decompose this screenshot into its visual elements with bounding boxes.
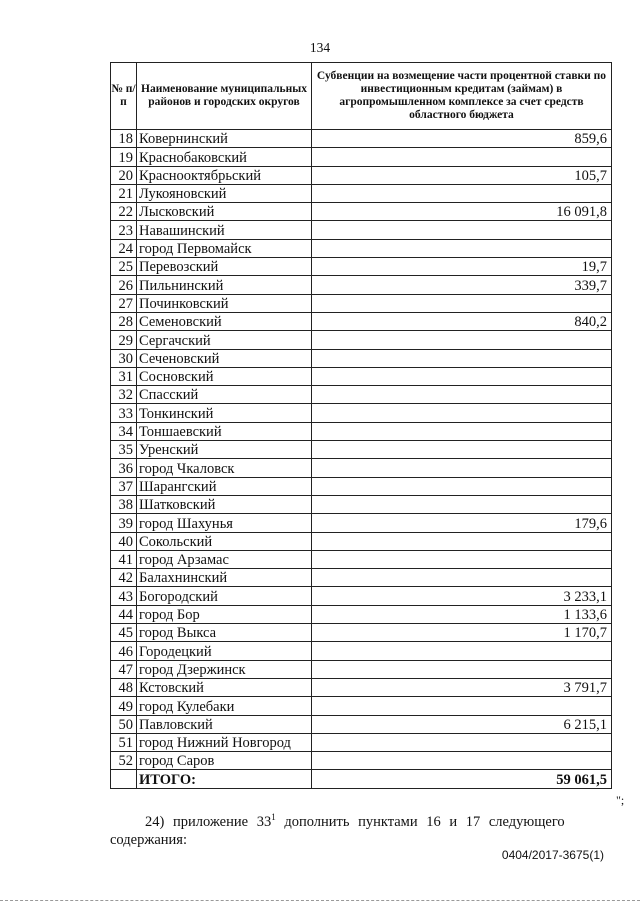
row-number: 32 [111, 386, 137, 404]
table-body [111, 130, 612, 789]
total-row [111, 770, 612, 788]
table-row [111, 624, 612, 642]
table-row [111, 459, 612, 477]
total-label: ИТОГО: [137, 770, 312, 788]
table-row [111, 166, 612, 184]
row-value [312, 532, 612, 550]
row-number: 46 [111, 642, 137, 660]
row-value: 105,7 [312, 166, 612, 184]
table-row [111, 605, 612, 623]
row-municipality: город Арзамас [137, 550, 312, 568]
row-municipality: город Саров [137, 752, 312, 770]
table-row [111, 422, 612, 440]
row-value [312, 752, 612, 770]
row-municipality: Балахнинский [137, 569, 312, 587]
row-number: 45 [111, 624, 137, 642]
table-row [111, 441, 612, 459]
row-number: 35 [111, 441, 137, 459]
table-row [111, 587, 612, 605]
row-municipality: Краснобаковский [137, 148, 312, 166]
table-row [111, 148, 612, 166]
table-row [111, 294, 612, 312]
row-municipality: город Выкса [137, 624, 312, 642]
table-row [111, 312, 612, 330]
row-number: 18 [111, 130, 137, 148]
row-number: 20 [111, 166, 137, 184]
footer-divider [0, 900, 640, 901]
row-number: 39 [111, 514, 137, 532]
table-row [111, 532, 612, 550]
row-municipality: Сокольский [137, 532, 312, 550]
table-row [111, 678, 612, 696]
row-number: 42 [111, 569, 137, 587]
row-value: 859,6 [312, 130, 612, 148]
row-number: 36 [111, 459, 137, 477]
row-municipality: Перевозский [137, 258, 312, 276]
row-municipality: город Первомайск [137, 239, 312, 257]
row-value [312, 569, 612, 587]
table-row [111, 349, 612, 367]
row-value: 3 233,1 [312, 587, 612, 605]
table-row [111, 276, 612, 294]
subsidy-table [110, 62, 612, 789]
row-number: 40 [111, 532, 137, 550]
row-municipality: Сергачский [137, 331, 312, 349]
row-value [312, 459, 612, 477]
row-number: 22 [111, 203, 137, 221]
row-value: 339,7 [312, 276, 612, 294]
table-row [111, 130, 612, 148]
row-number: 43 [111, 587, 137, 605]
row-value: 3 791,7 [312, 678, 612, 696]
row-municipality: Шатковский [137, 495, 312, 513]
row-value: 19,7 [312, 258, 612, 276]
table-row [111, 404, 612, 422]
row-municipality: Починковский [137, 294, 312, 312]
row-number: 24 [111, 239, 137, 257]
row-number: 31 [111, 367, 137, 385]
table-row [111, 752, 612, 770]
row-value [312, 733, 612, 751]
row-municipality: город Кулебаки [137, 697, 312, 715]
row-municipality: Сосновский [137, 367, 312, 385]
row-value [312, 495, 612, 513]
row-municipality: Лукояновский [137, 184, 312, 202]
row-number: 38 [111, 495, 137, 513]
row-value [312, 221, 612, 239]
document-code: 0404/2017-3675(1) [501, 848, 604, 862]
row-value: 1 170,7 [312, 624, 612, 642]
row-number: 29 [111, 331, 137, 349]
row-value [312, 331, 612, 349]
row-value [312, 404, 612, 422]
row-number: 47 [111, 660, 137, 678]
table-row [111, 569, 612, 587]
row-municipality: Богородский [137, 587, 312, 605]
amendment-prefix: 24) приложение 33 [145, 813, 272, 830]
row-value [312, 148, 612, 166]
row-number: 41 [111, 550, 137, 568]
amendment-text-line2: содержания: [110, 832, 188, 848]
row-value [312, 422, 612, 440]
table-row [111, 715, 612, 733]
table-row [111, 367, 612, 385]
row-number: 26 [111, 276, 137, 294]
table-row [111, 495, 612, 513]
table-row [111, 203, 612, 221]
table-row [111, 733, 612, 751]
table-row [111, 477, 612, 495]
row-municipality: город Бор [137, 605, 312, 623]
row-municipality: Семеновский [137, 312, 312, 330]
row-number: 21 [111, 184, 137, 202]
table-row [111, 642, 612, 660]
row-number: 34 [111, 422, 137, 440]
row-number: 27 [111, 294, 137, 312]
row-value: 840,2 [312, 312, 612, 330]
row-municipality: город Дзержинск [137, 660, 312, 678]
row-number: 23 [111, 221, 137, 239]
row-municipality: Кстовский [137, 678, 312, 696]
row-number: 33 [111, 404, 137, 422]
total-number-cell [111, 770, 137, 788]
table-row [111, 258, 612, 276]
table-row [111, 386, 612, 404]
row-value [312, 349, 612, 367]
row-number: 44 [111, 605, 137, 623]
row-municipality: город Нижний Новгород [137, 733, 312, 751]
row-value [312, 367, 612, 385]
row-municipality: Спасский [137, 386, 312, 404]
row-municipality: Пильнинский [137, 276, 312, 294]
amendment-superscript: 1 [271, 812, 276, 822]
header-number: № п/п [111, 63, 137, 130]
row-municipality: Павловский [137, 715, 312, 733]
row-value: 1 133,6 [312, 605, 612, 623]
row-value [312, 660, 612, 678]
row-number: 52 [111, 752, 137, 770]
header-municipality: Наименование муниципальных районов и городских округов [137, 63, 312, 130]
table-header-row [111, 63, 612, 130]
row-number: 51 [111, 733, 137, 751]
row-municipality: город Чкаловск [137, 459, 312, 477]
row-number: 19 [111, 148, 137, 166]
row-municipality: Шарангский [137, 477, 312, 495]
row-municipality: Городецкий [137, 642, 312, 660]
row-municipality: город Шахунья [137, 514, 312, 532]
table-row [111, 660, 612, 678]
row-number: 50 [111, 715, 137, 733]
row-municipality: Уренский [137, 441, 312, 459]
row-value [312, 386, 612, 404]
table-row [111, 184, 612, 202]
table-row [111, 514, 612, 532]
row-municipality: Тоншаевский [137, 422, 312, 440]
row-number: 30 [111, 349, 137, 367]
total-value: 59 061,5 [312, 770, 612, 788]
row-value [312, 239, 612, 257]
row-municipality: Сеченовский [137, 349, 312, 367]
table-row [111, 697, 612, 715]
table-row [111, 550, 612, 568]
table-row [111, 239, 612, 257]
row-municipality: Лысковский [137, 203, 312, 221]
row-value: 179,6 [312, 514, 612, 532]
total-suffix: "; [616, 793, 625, 807]
row-value: 16 091,8 [312, 203, 612, 221]
row-number: 37 [111, 477, 137, 495]
table-row [111, 221, 612, 239]
row-value [312, 441, 612, 459]
row-municipality: Тонкинский [137, 404, 312, 422]
row-municipality: Краснооктябрьский [137, 166, 312, 184]
row-number: 49 [111, 697, 137, 715]
amendment-text-line1 [145, 812, 565, 831]
row-municipality: Ковернинский [137, 130, 312, 148]
row-value [312, 184, 612, 202]
row-number: 48 [111, 678, 137, 696]
row-number: 28 [111, 312, 137, 330]
row-value [312, 642, 612, 660]
amendment-suffix: дополнить пунктами 16 и 17 следующего [275, 813, 565, 830]
table-row [111, 331, 612, 349]
row-value [312, 477, 612, 495]
page-number: 134 [309, 40, 331, 55]
row-value [312, 550, 612, 568]
header-subsidy: Субвенции на возмещение части процентной ставки по инвестиционным кредитам (займам) в агропромышленном комплексе за счет средств областного бюджета [312, 63, 612, 130]
row-municipality: Навашинский [137, 221, 312, 239]
row-number: 25 [111, 258, 137, 276]
row-value [312, 294, 612, 312]
row-value: 6 215,1 [312, 715, 612, 733]
row-value [312, 697, 612, 715]
